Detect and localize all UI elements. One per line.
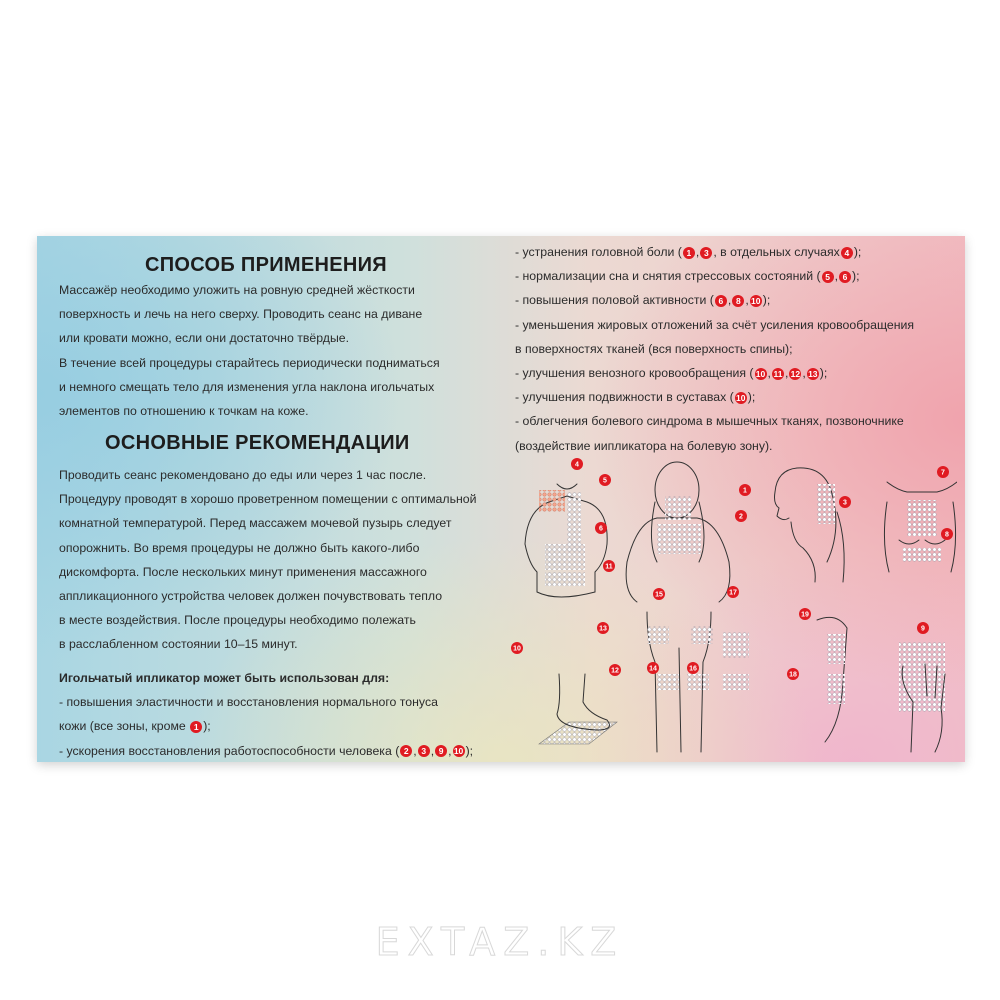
text-line: опорожнить. Во время процедуры не должно быть какого-либо — [59, 540, 420, 555]
svg-text:18: 18 — [789, 671, 797, 679]
zone-marker-13 — [597, 622, 609, 634]
usage-method-text — [59, 278, 440, 423]
zone-marker: 11 — [773, 368, 783, 379]
list-item: - устранения головной боли ( 1 , 3 , в отдельных случаях 4 ); — [515, 245, 862, 259]
text-line: аппликационного устройства человек должен почувствовать тепло — [59, 589, 443, 604]
text-line: поверхность и лечь на него сверху. Проводить сеанс на диване — [59, 307, 423, 322]
text-line: или кровати можно, если они достаточно твёрдые. — [59, 331, 350, 346]
svg-text:5: 5 — [603, 477, 607, 485]
svg-text:9: 9 — [921, 625, 925, 633]
zone-marker-1 — [739, 484, 751, 496]
foot-on-mat-figure — [539, 674, 617, 744]
zone-marker-17 — [727, 586, 739, 598]
instruction-card — [37, 236, 965, 762]
usage-intro: Игольчатый ипликатор может быть использован для: — [59, 671, 390, 685]
list-item: в поверхностях тканей (вся поверхность спины); — [515, 341, 793, 356]
text-line: В течение всей процедуры старайтесь периодически подниматься — [59, 355, 440, 370]
zone-marker: 12 — [790, 368, 801, 379]
zone-marker: 13 — [808, 368, 818, 379]
hair-back-figure — [626, 462, 730, 602]
recommendations-text — [59, 463, 476, 657]
zone-marker: 3 — [418, 745, 430, 757]
list-item: - повышения половой активности ( 6 , 8 , 10 ); — [515, 293, 771, 308]
zone-marker: 5 — [822, 271, 834, 283]
svg-text:13: 13 — [599, 625, 607, 633]
zone-marker-14 — [647, 662, 659, 674]
svg-text:8: 8 — [945, 531, 949, 539]
legs-figure — [647, 612, 749, 752]
text-line: в месте воздействия. После процедуры необходимо полежать — [59, 613, 416, 628]
zone-marker-6 — [595, 522, 607, 534]
front-torso-figure — [884, 482, 957, 572]
zone-marker-7 — [937, 466, 949, 478]
zone-marker: 1 — [190, 721, 202, 733]
svg-text:6: 6 — [599, 525, 603, 533]
zone-marker-12 — [609, 664, 621, 676]
svg-text:12: 12 — [611, 667, 619, 675]
text-line: элементов по отношению к точкам на коже. — [59, 404, 309, 419]
svg-text:11: 11 — [605, 563, 613, 571]
text-line: Проводить сеанс рекомендовано до еды или через 1 час после. — [59, 468, 427, 482]
svg-text:3: 3 — [843, 499, 847, 507]
usage-line-recovery: - ускорения восстановления работоспособности человека ( 2 , 3 , 9 , 10 ); — [59, 743, 474, 758]
list-item: (воздействие иипликатора на болевую зону). — [515, 438, 773, 453]
back-torso-figure — [525, 484, 607, 597]
svg-text:16: 16 — [689, 665, 697, 673]
zone-marker-15 — [653, 588, 665, 600]
zone-marker: 10 — [755, 368, 766, 379]
svg-text:19: 19 — [801, 611, 809, 619]
text-line: Процедуру проводят в хорошо проветренном помещении с оптимальной — [59, 492, 477, 507]
text-line: дискомфорта. После нескольких минут применения массажного — [59, 564, 427, 579]
profile-figure — [775, 468, 845, 582]
palm-figure — [899, 642, 945, 752]
svg-text:15: 15 — [655, 591, 663, 599]
zone-marker-9 — [917, 622, 929, 634]
text-line: и немного смещать тело для изменения угла наклона игольчатых — [59, 379, 435, 394]
zone-marker: 10 — [751, 296, 761, 307]
zone-marker-16 — [687, 662, 699, 674]
zone-marker-18 — [787, 668, 799, 680]
zone-marker-3 — [839, 496, 851, 508]
zone-marker-19 — [799, 608, 811, 620]
zone-marker: 2 — [400, 745, 412, 757]
svg-text:10: 10 — [513, 645, 521, 653]
text-line: в расслабленном состоянии 10–15 минут. — [59, 637, 298, 652]
svg-text:14: 14 — [649, 665, 657, 673]
usage-line-skin: кожи (все зоны, кроме 1 ); — [59, 719, 211, 734]
zone-marker-8 — [941, 528, 953, 540]
list-item: - облегчения болевого синдрома в мышечных тканях, позвоночнике — [515, 414, 904, 429]
body-zones-illustration — [497, 452, 957, 762]
text-line: Массажёр необходимо уложить на ровную средней жёсткости — [59, 283, 415, 297]
section-title-recommendations: ОСНОВНЫЕ РЕКОМЕНДАЦИИ — [105, 432, 410, 454]
list-item: - уменьшения жировых отложений за счёт усиления кровообращения — [515, 317, 915, 332]
svg-text:1: 1 — [743, 487, 747, 495]
zone-marker: 10 — [736, 392, 746, 403]
svg-text:4: 4 — [575, 461, 579, 469]
svg-text:7: 7 — [941, 469, 945, 477]
usage-list — [59, 666, 473, 762]
section-title-usage-method: СПОСОБ ПРИМЕНЕНИЯ — [145, 254, 387, 276]
zone-marker: 6 — [839, 271, 851, 283]
zone-marker: 1 — [683, 247, 695, 259]
zone-marker: 4 — [841, 247, 853, 259]
svg-text:17: 17 — [729, 589, 737, 597]
zone-marker-5 — [599, 474, 611, 486]
list-item: - улучшения венозного кровообращения ( 10 , 11 , 12 , 13 ); — [515, 366, 828, 381]
zone-marker-11 — [603, 560, 615, 572]
zone-marker: 9 — [435, 745, 447, 757]
zone-marker: 3 — [700, 247, 712, 259]
watermark-logo: EXTAZ.KZ — [375, 920, 625, 964]
text-line: - повышения эластичности и восстановления нормального тонуса — [59, 695, 438, 710]
arm-figure — [817, 617, 847, 742]
zone-marker-4 — [571, 458, 583, 470]
zone-marker: 10 — [453, 746, 464, 757]
text-line: комнатной температурой. Перед массажем мочевой пузырь следует — [59, 516, 452, 531]
list-item: - улучшения подвижности в суставах ( 10 ); — [515, 390, 756, 405]
svg-text:2: 2 — [739, 513, 743, 521]
list-item: - нормализации сна и снятия стрессовых состояний ( 5 , 6 ); — [515, 269, 860, 284]
benefits-list — [515, 240, 914, 458]
zone-marker-10 — [511, 642, 523, 654]
zone-marker-2 — [735, 510, 747, 522]
zone-marker: 6 — [715, 295, 727, 307]
zone-marker: 8 — [732, 295, 744, 307]
